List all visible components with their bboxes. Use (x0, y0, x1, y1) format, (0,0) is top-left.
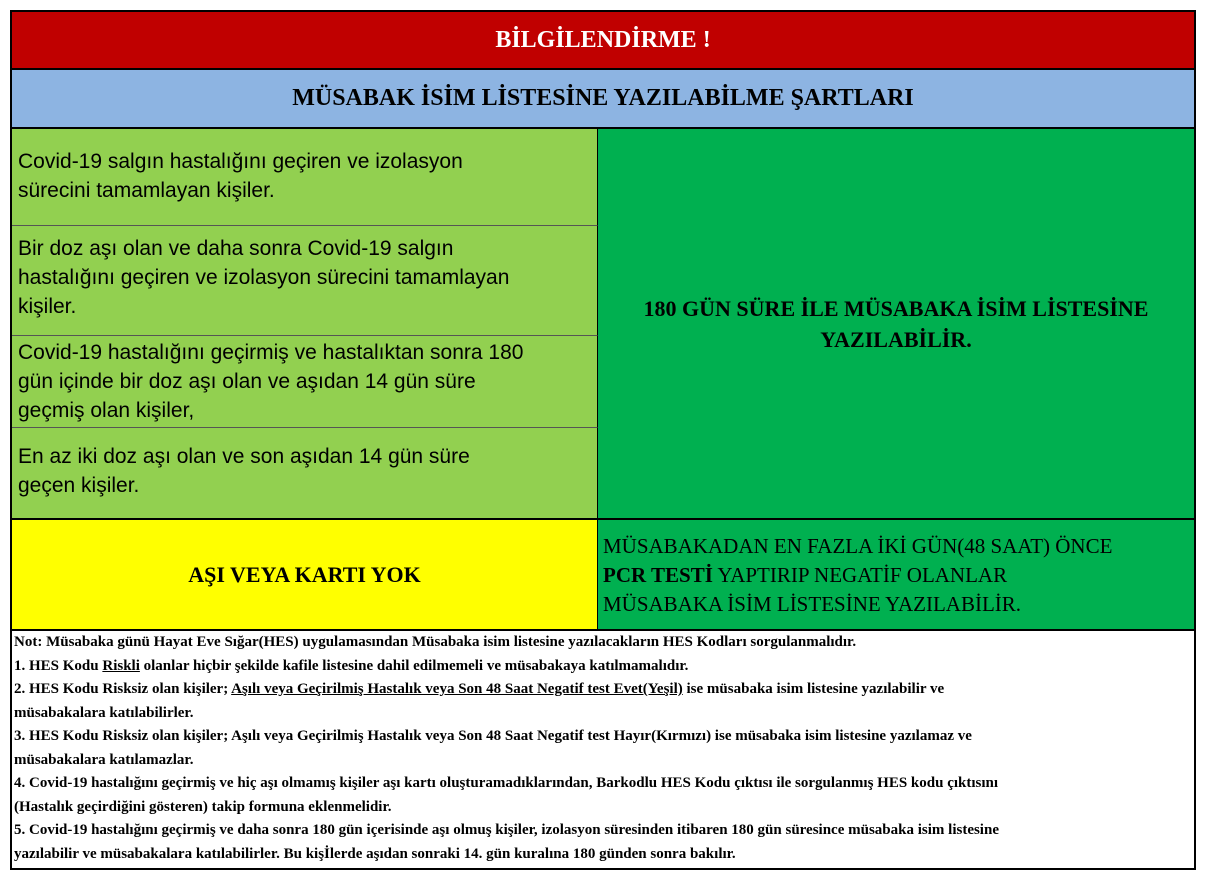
info-table (10, 10, 1196, 870)
page-title: BİLGİLENDİRME ! (12, 12, 1194, 70)
note-underlined: Riskli (102, 657, 140, 674)
condition-line: En az iki doz aşı olan ve son aşıdan 14 gün süre (18, 445, 470, 468)
note-3: 3. HES Kodu Risksiz olan kişiler; Aşılı veya Geçirilmiş Hastalık veya Son 48 Saat Negatif test Hayır(Kırmızı) ise müsabaka isim listesine yazılamaz ve (14, 728, 972, 744)
condition-line: Covid-19 salgın hastalığını geçiren ve izolasyon (18, 150, 463, 173)
condition-2 (12, 226, 598, 336)
note-4-cont: (Hastalık geçirdiğini gösteren) takip formuna eklenmelidir. (14, 798, 392, 815)
note-1 (14, 655, 1194, 679)
pcr-line: MÜSABAKA İSİM LİSTESİNE YAZILABİLİR. (603, 592, 1022, 616)
condition-line: sürecini tamamlayan kişiler. (18, 179, 275, 202)
note-4: 4. Covid-19 hastalığını geçirmiş ve hiç aşı olmamış kişiler aşı kartı oluşturamadıklarından, Barkodlu HES Kodu çıktısı ile sorgulanmış HES kodu çıktısını (14, 775, 999, 791)
condition-line: Bir doz aşı olan ve daha sonra Covid-19 salgın (18, 237, 454, 260)
condition-line: hastalığını geçiren ve izolasyon sürecini tamamlayan (18, 266, 510, 289)
condition-line: geçmiş olan kişiler, (18, 399, 195, 422)
condition-line: Covid-19 hastalığını geçirmiş ve hastalıktan sonra 180 (18, 341, 524, 364)
condition-line: geçen kişiler. (18, 474, 140, 497)
pcr-test-label: PCR TESTİ (603, 563, 713, 587)
note-2-cont: müsabakalara katılabilirler. (14, 704, 194, 721)
note-underlined: Aşılı veya Geçirilmiş Hastalık veya Son 48 Saat Negatif test Evet(Yeşil) (231, 681, 683, 697)
section-title: MÜSABAK İSİM LİSTESİNE YAZILABİLME ŞARTLARI (12, 70, 1194, 129)
result-180-days: 180 GÜN SÜRE İLE MÜSABAKA İSİM LİSTESİNE YAZILABİLİR. (598, 129, 1194, 519)
condition-line: gün içinde bir doz aşı olan ve aşıdan 14 gün süre (18, 370, 476, 393)
condition-line: kişiler. (18, 295, 77, 318)
condition-4 (12, 428, 598, 518)
note-3-cont: müsabakalara katılamazlar. (14, 751, 194, 768)
note-5-cont: yazılabilir ve müsabakalara katılabilirler. Bu kişİlerde aşıdan sonraki 14. gün kuralına 180 günden sonra bakılır. (14, 845, 736, 862)
pcr-line: MÜSABAKADAN EN FAZLA İKİ GÜN(48 SAAT) ÖNCE (603, 534, 1113, 558)
pcr-line (603, 561, 1194, 590)
pcr-line-rest: YAPTIRIP NEGATİF OLANLAR (712, 563, 1008, 587)
no-vaccine-label: AŞI VEYA KARTI YOK (12, 518, 598, 629)
note-text: olanlar hiçbir şekilde kafile listesine dahil edilmemeli ve müsabakaya katılmamalıdır. (139, 657, 689, 674)
note-2 (14, 678, 1194, 702)
note-intro: Not: Müsabaka günü Hayat Eve Sığar(HES) uygulamasından Müsabaka isim listesine yazılacakların HES Kodları sorgulanmalıdır. (14, 634, 857, 650)
condition-1 (12, 129, 598, 226)
note-5: 5. Covid-19 hastalığını geçirmiş ve daha sonra 180 gün içerisinde aşı olmuş kişiler, izolasyon süresinden itibaren 180 gün süresince müsabaka isim listesine (14, 822, 999, 838)
pcr-requirement (598, 518, 1194, 629)
notes-section (12, 629, 1194, 868)
note-text: 1. HES Kodu (14, 657, 103, 674)
note-text: 2. HES Kodu Risksiz olan kişiler; (14, 681, 232, 697)
condition-3 (12, 336, 598, 428)
note-text: ise müsabaka isim listesine yazılabilir ve (682, 681, 945, 697)
